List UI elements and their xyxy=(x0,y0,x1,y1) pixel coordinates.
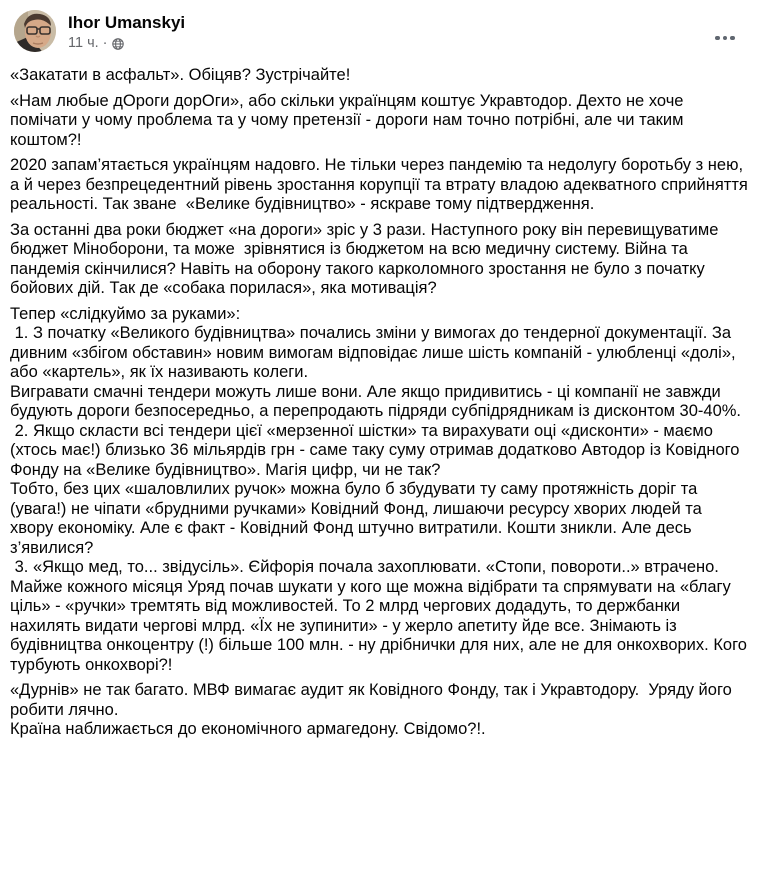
post-options-ellipsis-icon[interactable] xyxy=(709,22,741,54)
post-paragraph-line: 1. З початку «Великого будівництва» почались зміни у вимогах до тендерної документації. За дивним «збігом обставин» новим вимогам відповідає лише шість компаній - улюбленці «долі», або «картель», як їх називають колеги. xyxy=(10,324,741,381)
post-paragraph-line: «Закатати в асфальт». Обіцяв? Зустрічайте! xyxy=(10,66,351,84)
post-paragraph-line: «Нам любые дОроги дорОги», або скільки українцям коштує Укравтодор. Дехто не хоче помічати у чому проблема та у чому претензії - дороги нам точно потрібні, але чи таким коштом?! xyxy=(10,91,689,149)
post-header xyxy=(0,0,759,56)
post-paragraph xyxy=(10,304,752,676)
post-paragraph xyxy=(10,66,749,86)
post-paragraph-line: За останні два роки бюджет «на дороги» зріс у 3 рази. Наступного року він перевищуватиме бюджет Міноборони, та може зрівнятися із бюджетом на всю медичну систему. Війна та пандемія скінчилися? Навіть на оборону такого карколомного зростання не було з початку бойових дій. Так де «собака порилася», яка мотивація? xyxy=(10,220,724,297)
timestamp[interactable]: 11 ч. xyxy=(68,35,99,51)
post-text xyxy=(0,56,759,740)
post-paragraph xyxy=(10,681,749,740)
post-paragraph-line: Тобто, без цих «шаловлилих ручок» можна було б збудувати ту саму протяжність доріг та (увага!) не чіпати «брудними ручками» Ковідний Фонд, лишаючи ресурсу хворих людей та хвору економіку. Але є факт - Ковідний Фонд штучно витратили. Кошти зникли. Але десь з’явилися? xyxy=(10,480,707,557)
post-paragraph-line: Країна наближається до економічного армагедону. Свідомо?!. xyxy=(10,720,486,738)
post-paragraph-line: «Дурнів» не так багато. МВФ вимагає аудит як Ковідного Фонду, так і Укравтодору. Уряду його робити лячно. xyxy=(10,681,737,719)
post-paragraph-line: 2. Якщо скласти всі тендери цієї «мерзенної шістки» та вирахувати оці «дисконти» - маємо (хтось має!) близько 36 мільярдів грн - саме таку суму отримав додатково Автодор із Ковідного Фонду на «Велике будівництво». Магія цифр, чи не так? xyxy=(10,421,745,479)
post-paragraph-line: Тепер «слідкуймо за руками»: xyxy=(10,304,241,323)
post-paragraph-line: 3. «Якщо мед, то... звідусіль». Єйфорія почала захоплювати. «Стопи, повороти..» втрачено. Майже кожного місяця Уряд почав шукати у кого ще можна відібрати та спрямувати на «благу ціль» - «ручки» тремтять від можливостей. То 2 млрд чергових додадуть, то держбанки нахилять видати чергові млрд. «Їх не зупинити» - у жерло апетиту йде все. Знімають із будівництва онкоцентру (!) більше 100 млн. - ну дрібнички для них, але не для онкохворих. Кого турбують онкохворі?! xyxy=(10,558,752,674)
author-name[interactable]: Ihor Umanskyi xyxy=(68,13,186,32)
header-meta xyxy=(68,10,185,52)
avatar[interactable] xyxy=(14,10,56,52)
post-paragraph xyxy=(10,92,749,151)
post-paragraph-line: Вигравати смачні тендери можуть лише вони. Але якщо придивитись - ці компанії не завжди будують дороги безпосередньо, а перепродають підряди субпідрядникам із дисконтом 30-40%. xyxy=(10,382,742,420)
avatar-image xyxy=(14,10,56,52)
post-paragraph xyxy=(10,156,753,215)
post-paragraph xyxy=(10,221,749,299)
post-paragraph-line: 2020 запам’ятається українцям надовго. Не тільки через пандемію та недолугу боротьбу з нею, а й через безпрецедентний рівень зростання корупції та втрату владою адекватного сприйняття реальності. Так зване «Велике будівництво» - яскраве тому підтвердження. xyxy=(10,156,753,213)
meta-separator: · xyxy=(102,35,108,51)
globe-icon xyxy=(112,37,124,49)
post-meta-row xyxy=(68,34,185,52)
